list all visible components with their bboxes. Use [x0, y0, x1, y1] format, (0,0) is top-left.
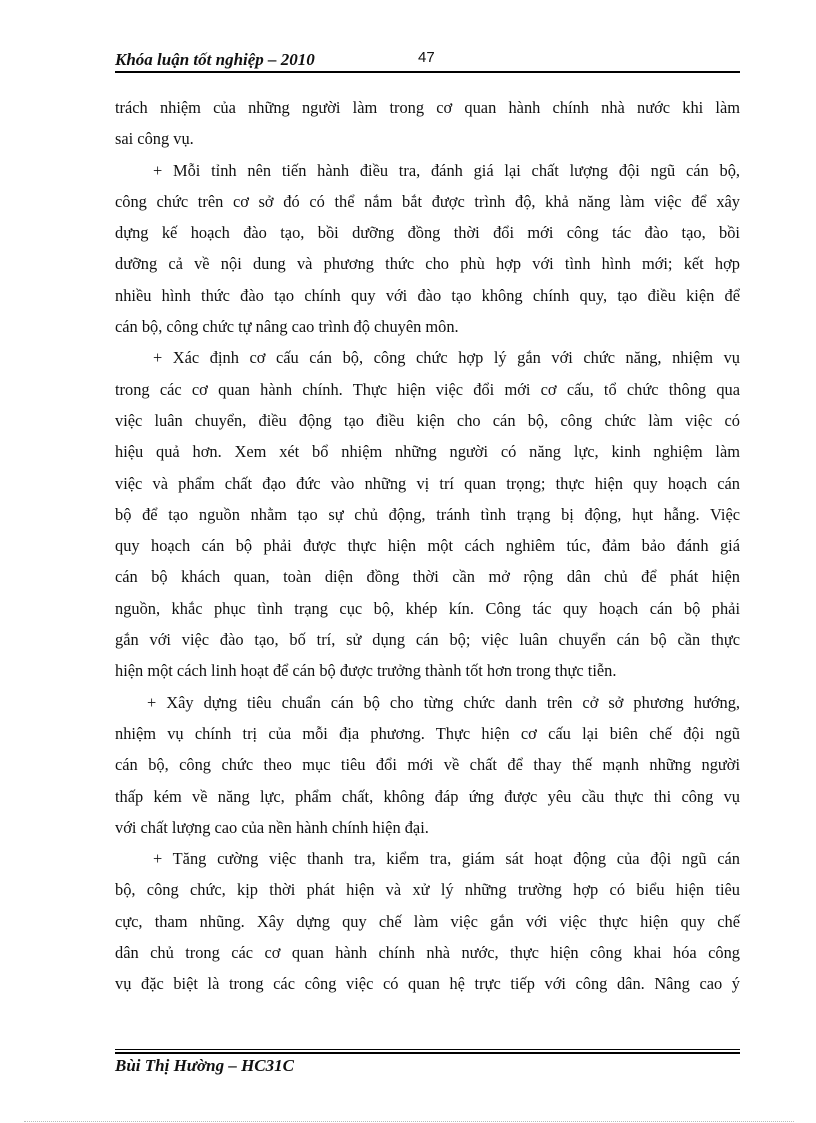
text-line: công chức trên cơ sở đó có thể nắm bắt được trình độ, khả năng làm việc để xây — [115, 191, 740, 211]
text-line: hiện một cách linh hoạt để cán bộ được trưởng thành tốt hơn trong thực tiễn. — [115, 661, 617, 681]
text-line: hiệu quả hơn. Xem xét bổ nhiệm những người có năng lực, kinh nghiệm làm — [115, 442, 740, 462]
header-rule — [115, 71, 740, 73]
text-line: cán bộ, công chức tự nâng cao trình độ chuyên môn. — [115, 317, 459, 337]
footer-rule-thick — [115, 1052, 740, 1054]
text-line: cực, tham nhũng. Xây dựng quy chế làm việc gắn với việc thực hiện quy chế — [115, 911, 740, 931]
footer-rule-thin — [115, 1049, 740, 1050]
body-text — [115, 92, 740, 1000]
text-line: + Xây dựng tiêu chuẩn cán bộ cho từng chức danh trên cở sở phương hướng, — [147, 692, 740, 712]
page-number: 47 — [418, 49, 435, 66]
text-line: thấp kém về năng lực, phẩm chất, không đáp ứng được yêu cầu thực thi công vụ — [115, 786, 740, 806]
text-line: nhiều hình thức đào tạo chính quy với đào tạo không chính quy, tạo điều kiện để — [115, 285, 740, 305]
text-line: việc và phẩm chất đạo đức vào những vị trí quan trọng; thực hiện quy hoạch cán — [115, 473, 740, 493]
text-line: với chất lượng cao của nền hành chính hiện đại. — [115, 817, 429, 837]
text-line: vụ đặc biệt là trong các công việc có quan hệ trực tiếp với công dân. Nâng cao ý — [115, 974, 740, 994]
text-line: cán bộ, công chức theo mục tiêu đổi mới về chất để thay thế mạnh những người — [115, 755, 740, 775]
text-line: trách nhiệm của những người làm trong cơ quan hành chính nhà nước khi làm — [115, 98, 740, 117]
footer-author: Bùi Thị Hường – HC31C — [115, 1056, 294, 1075]
text-line: nguồn, khắc phục tình trạng cục bộ, khép kín. Công tác quy hoạch cán bộ phải — [115, 598, 740, 618]
text-line: dưỡng cả về nội dung và phương thức cho phù hợp với tình hình mới; kết hợp — [115, 254, 740, 274]
text-line: + Tăng cường việc thanh tra, kiểm tra, giám sát hoạt động của đội ngũ cán — [153, 849, 740, 869]
text-line: gắn với việc đào tạo, bố trí, sử dụng cán bộ; việc luân chuyển cán bộ cần thực — [115, 630, 740, 650]
page-header — [115, 46, 740, 74]
text-line: bộ để tạo nguồn nhằm tạo sự chủ động, tránh tình trạng bị động, hụt hẫng. Việc — [115, 504, 740, 524]
text-line: nhiệm vụ chính trị của mỗi địa phương. Thực hiện cơ cấu lại biên chế đội ngũ — [115, 723, 740, 743]
text-line: trong các cơ quan hành chính. Thực hiện việc đổi mới cơ cấu, tổ chức thông qua — [115, 379, 740, 399]
text-line: + Xác định cơ cấu cán bộ, công chức hợp lý gắn với chức năng, nhiệm vụ — [153, 348, 740, 368]
text-line: quy hoạch cán bộ phải được thực hiện một cách nghiêm túc, đảm bảo đánh giá — [115, 536, 740, 556]
text-line: bộ, công chức, kịp thời phát hiện và xử lý những trường hợp có biểu hiện tiêu — [115, 880, 740, 900]
text-line: + Mỗi tỉnh nên tiến hành điều tra, đánh giá lại chất lượng đội ngũ cán bộ, — [153, 160, 740, 180]
page-edge-divider — [24, 1121, 794, 1122]
text-line: việc luân chuyển, điều động tạo điều kiện cho cán bộ, công chức làm việc có — [115, 410, 740, 430]
text-line: cán bộ khách quan, toàn diện đồng thời cần mở rộng dân chủ để phát hiện — [115, 567, 740, 587]
text-line: dựng kế hoạch đào tạo, bồi dưỡng đồng thời đổi mới công tác đào tạo, bồi — [115, 223, 740, 243]
text-line: dân chủ trong các cơ quan hành chính nhà nước, thực hiện công khai hóa công — [115, 943, 740, 963]
text-line: sai công vụ. — [115, 129, 194, 149]
header-title: Khóa luận tốt nghiệp – 2010 — [115, 50, 315, 69]
